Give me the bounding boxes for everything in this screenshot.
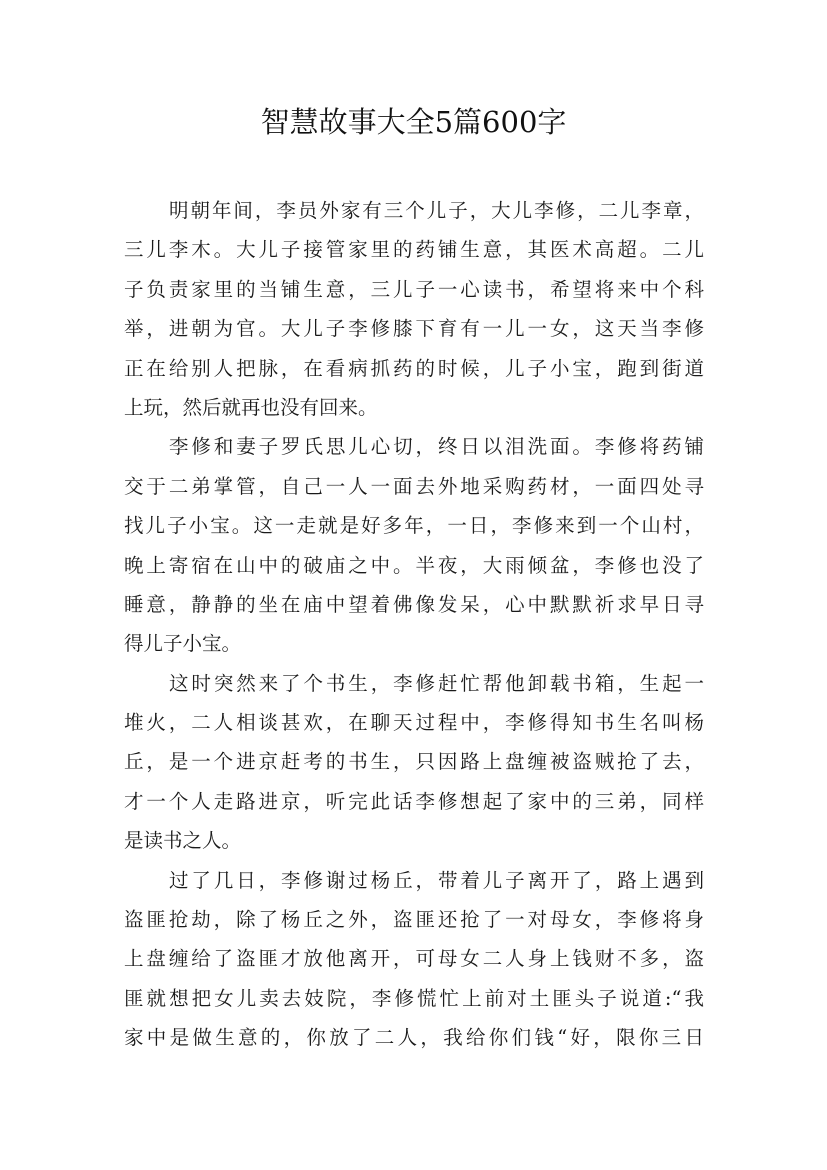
text-line: 三儿李木。大儿子接管家里的药铺生意，其医术高超。二儿 bbox=[124, 238, 704, 262]
text-line: 是读书之人。 bbox=[124, 829, 242, 853]
text-line: 晚上寄宿在山中的破庙之中。半夜，大雨倾盆，李修也没了 bbox=[124, 553, 704, 577]
text-line: 明朝年间，李员外家有三个儿子，大儿李修，二儿李章， bbox=[169, 199, 704, 222]
text-line: 上玩，然后就再也没有回来。 bbox=[124, 395, 378, 419]
text-line: 堆火，二人相谈甚欢，在聊天过程中，李修得知书生名叫杨 bbox=[124, 711, 704, 735]
text-line: 上盘缠给了盗匪才放他离开，可母女二人身上钱财不多，盗 bbox=[124, 947, 704, 971]
text-line: 家中是做生意的，你放了二人，我给你们钱“好，限你三日 bbox=[124, 1026, 704, 1050]
text-line: 才一个人走路进京，听完此话李修想起了家中的三弟，同样 bbox=[124, 789, 704, 813]
text-line: 正在给别人把脉，在看病抓药的时候，儿子小宝，跑到街道 bbox=[124, 356, 704, 380]
paragraph-2 bbox=[124, 427, 704, 663]
text-line: 匪就想把女儿卖去妓院，李修慌忙上前对土匪头子说道:“我 bbox=[124, 986, 704, 1010]
text-line: 交于二弟掌管，自己一人一面去外地采购药材，一面四处寻 bbox=[124, 474, 704, 498]
paragraph-4 bbox=[124, 861, 704, 1058]
paragraph-1 bbox=[124, 191, 704, 427]
text-line: 举，进朝为官。大儿子李修膝下育有一儿一女，这天当李修 bbox=[124, 317, 704, 341]
text-line: 找儿子小宝。这一走就是好多年，一日，李修来到一个山村， bbox=[124, 514, 704, 538]
text-line: 这时突然来了个书生，李修赶忙帮他卸载书箱，生起一 bbox=[169, 671, 704, 695]
text-line: 盗匪抢劫，除了杨丘之外，盗匪还抢了一对母女，李修将身 bbox=[124, 908, 704, 932]
text-line: 丘，是一个进京赶考的书生，只因路上盘缠被盗贼抢了去， bbox=[124, 750, 704, 774]
text-line: 李修和妻子罗氏思儿心切，终日以泪洗面。李修将药铺 bbox=[169, 435, 704, 459]
text-line: 睡意，静静的坐在庙中望着佛像发呆，心中默默祈求早日寻 bbox=[124, 592, 704, 616]
document-title: 智慧故事大全5篇600字 bbox=[260, 105, 567, 139]
text-line: 过了几日，李修谢过杨丘，带着儿子离开了，路上遇到 bbox=[169, 868, 704, 892]
paragraph-3 bbox=[124, 664, 704, 861]
document-body bbox=[124, 191, 704, 1058]
text-line: 得儿子小宝。 bbox=[124, 632, 242, 656]
text-line: 子负责家里的当铺生意，三儿子一心读书，希望将来中个科 bbox=[124, 277, 704, 301]
